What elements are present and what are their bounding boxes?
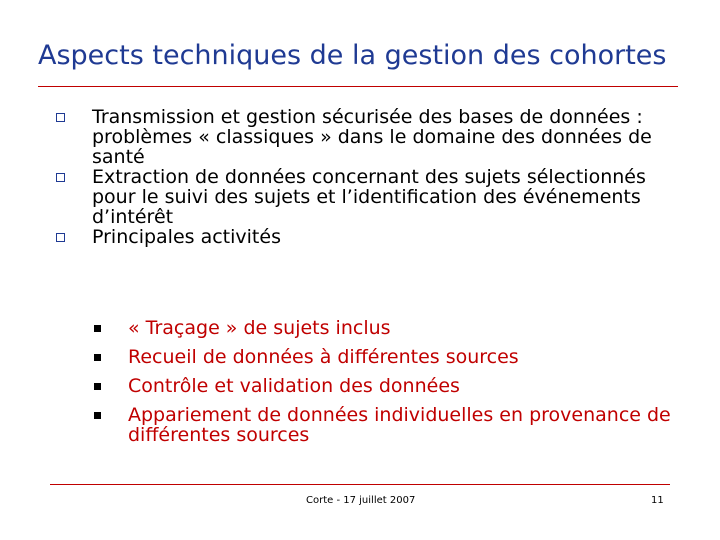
slide-number: 11 [651,495,664,506]
sub-bullet-item [92,376,672,396]
hollow-square-bullet-icon [56,113,65,122]
sub-bullet-text: Recueil de données à différentes sources [128,346,519,368]
sub-bullet-item [92,405,672,445]
filled-square-bullet-icon [94,412,101,419]
bullet-text: Principales activités [92,226,281,248]
hollow-square-bullet-icon [56,173,65,182]
bullet-text: Extraction de données concernant des sujets sélectionnés pour le suivi des sujets et l’identification des événements d’intérêt [92,166,646,228]
sub-bullet-text: Appariement de données individuelles en provenance de différentes sources [128,404,671,446]
slide-title: Aspects techniques de la gestion des cohortes [38,40,667,71]
bullet-item [54,107,674,167]
filled-square-bullet-icon [94,354,101,361]
footer-date-location: Corte - 17 juillet 2007 [306,495,416,506]
sub-bullet-item [92,318,672,338]
sub-bullet-text: Contrôle et validation des données [128,375,460,397]
bullet-item [54,167,674,227]
filled-square-bullet-icon [94,383,101,390]
bullet-item [54,227,674,247]
title-underline [38,86,678,87]
bullet-list [54,107,674,247]
filled-square-bullet-icon [94,325,101,332]
bullet-text: Transmission et gestion sécurisée des bases de données : problèmes « classiques » dans le domaine des données de santé [92,106,652,168]
sub-bullet-item [92,347,672,367]
sub-bullet-list [92,318,672,445]
footer-divider [50,484,670,485]
hollow-square-bullet-icon [56,233,65,242]
sub-bullet-text: « Traçage » de sujets inclus [128,317,391,339]
